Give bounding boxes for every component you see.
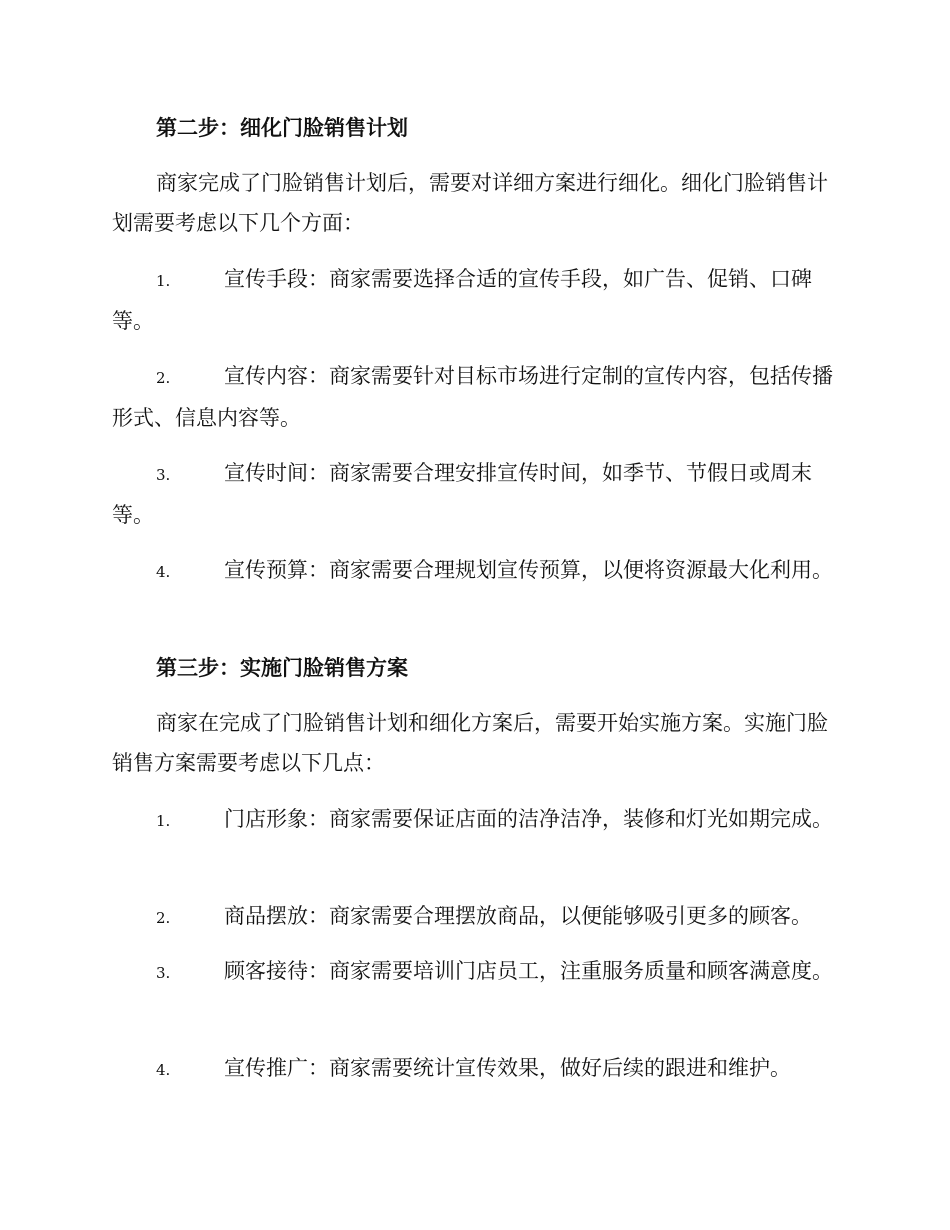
list-item-text: 宣传推广：商家需要统计宣传效果，做好后续的跟进和维护。 [224,1056,791,1080]
list-item-number: 3. [156,466,171,484]
list-item-text: 宣传时间：商家需要合理安排宣传时间，如季节、节假日或周末等。 [112,461,812,527]
list-item-number: 4. [156,563,171,581]
list-item [112,259,838,341]
list-item [112,550,838,592]
section-intro-step-three: 商家在完成了门脸销售计划和细化方案后，需要开始实施方案。实施门脸销售方案需要考虑以下几点： [112,711,828,775]
list-item-text: 顾客接待：商家需要培训门店员工，注重服务质量和顾客满意度。 [224,959,833,983]
list-item-number: 1. [156,812,171,830]
list-item-number: 2. [156,909,171,927]
list-item-text: 门店形象：商家需要保证店面的洁净洁净，装修和灯光如期完成。 [224,807,833,831]
section-intro-step-two: 商家完成了门脸销售计划后，需要对详细方案进行细化。细化门脸销售计划需要考虑以下几个方面： [112,171,828,235]
list-item [112,356,838,438]
list-item-number: 1. [156,272,171,290]
list-item [112,1048,838,1090]
list-item [112,896,838,938]
list-item-number: 4. [156,1061,171,1079]
list-item-text: 宣传预算：商家需要合理规划宣传预算，以便将资源最大化利用。 [224,558,833,582]
list-item-text: 宣传内容：商家需要针对目标市场进行定制的宣传内容，包括传播形式、信息内容等。 [112,364,833,430]
list-item-number: 3. [156,964,171,982]
list-item-text: 宣传手段：商家需要选择合适的宣传手段，如广告、促销、口碑等。 [112,267,812,333]
list-item [112,951,838,993]
list-item [112,453,838,535]
list-item-number: 2. [156,369,171,387]
list-item-text: 商品摆放：商家需要合理摆放商品，以便能够吸引更多的顾客。 [224,904,812,928]
section-heading-step-three: 第三步：实施门脸销售方案 [156,655,408,680]
section-heading-step-two: 第二步：细化门脸销售计划 [156,115,408,140]
list-item [112,799,838,841]
